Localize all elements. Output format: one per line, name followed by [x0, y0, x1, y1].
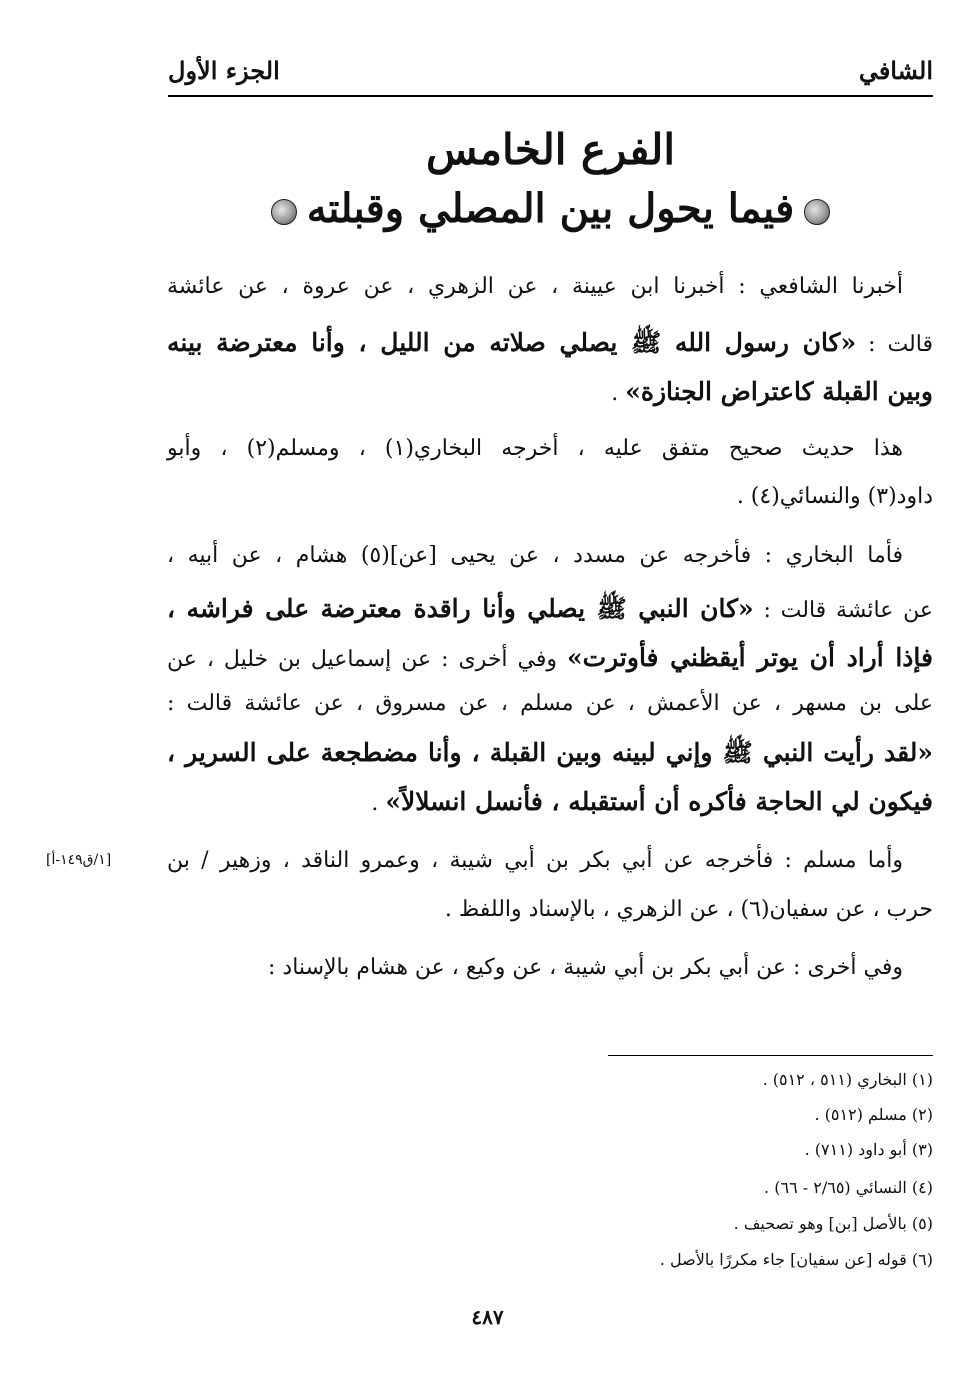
footnote-rule	[608, 1055, 933, 1056]
body-line: عن عائشة قالت : «كان النبي ﷺ يصلي وأنا راقدة معترضة على فراشه ،	[167, 594, 933, 623]
section-subtitle	[168, 185, 933, 232]
body-line: فأما البخاري : فأخرجه عن مسدد ، عن يحيى [عن](٥) هشام ، عن أبيه ،	[167, 543, 903, 568]
hadith-text: «كان النبي ﷺ يصلي وأنا راقدة معترضة على فراشه ،	[167, 594, 754, 623]
volume-label: الجزء الأول	[168, 56, 280, 85]
body-line: هذا حديث صحيح متفق عليه ، أخرجه البخاري(١) ، ومسلم(٢) ، وأبو	[167, 436, 904, 461]
body-line: حرب ، عن سفيان(٦) ، عن الزهري ، بالإسناد واللفظ .	[444, 897, 933, 922]
subtitle-text: فيما يحول بين المصلي وقبلته	[306, 185, 795, 232]
bullet-icon	[271, 199, 297, 225]
header-rule	[168, 95, 933, 97]
book-title: الشافي	[858, 56, 933, 85]
hadith-text: وبين القبلة كاعتراض الجنازة»	[625, 377, 933, 406]
footnote: (١) البخاري (٥١١ ، ٥١٢) .	[762, 1070, 933, 1089]
body-line: وفي أخرى : عن أبي بكر بن أبي شيبة ، عن وكيع ، عن هشام بالإسناد :	[268, 955, 903, 980]
body-line: فإذا أراد أن يوتر أيقظني فأوترت» وفي أخرى : عن إسماعيل بن خليل ، عن	[167, 643, 933, 672]
body-line: داود(٣) والنسائي(٤) .	[736, 484, 933, 509]
body-line: فيكون لي الحاجة فأكره أن أستقبله ، فأنسل انسلالاً» .	[371, 787, 933, 816]
body-line: وبين القبلة كاعتراض الجنازة» .	[611, 377, 933, 406]
footnote: (٣) أبو داود (٧١١) .	[804, 1140, 933, 1159]
manuscript-folio-marker: [١/ق١٤٩-أ]	[46, 852, 112, 868]
bullet-icon	[804, 199, 830, 225]
page-number: ٤٨٧	[471, 1305, 504, 1329]
running-header	[168, 52, 933, 92]
hadith-text: «كان رسول الله ﷺ يصلي صلاته من الليل ، وأنا معترضة بينه	[167, 328, 857, 357]
footnote: (٤) النسائي (٢/٦٥ - ٦٦) .	[764, 1178, 933, 1197]
section-title: الفرع الخامس	[426, 125, 675, 174]
body-line: أخبرنا الشافعي : أخبرنا ابن عيينة ، عن الزهري ، عن عروة ، عن عائشة	[167, 274, 903, 299]
hadith-text: فيكون لي الحاجة فأكره أن أستقبله ، فأنسل انسلالاً»	[385, 787, 933, 816]
hadith-text: فإذا أراد أن يوتر أيقظني فأوترت»	[566, 643, 933, 672]
hadith-text: «لقد رأيت النبي ﷺ وإني لبينه وبين القبلة ، وأنا مضطجعة على السرير ،	[167, 738, 933, 767]
footnote: (٥) بالأصل [بن] وهو تصحيف .	[733, 1214, 933, 1233]
body-line: قالت : «كان رسول الله ﷺ يصلي صلاته من الليل ، وأنا معترضة بينه	[167, 328, 933, 357]
body-line: وأما مسلم : فأخرجه عن أبي بكر بن أبي شيبة ، وعمرو الناقد ، وزهير / بن	[167, 848, 903, 873]
body-line: على بن مسهر ، عن الأعمش ، عن مسلم ، عن مسروق ، عن عائشة قالت :	[167, 691, 933, 716]
footnote: (٦) قوله [عن سفيان] جاء مكررًا بالأصل .	[659, 1250, 933, 1269]
footnote: (٢) مسلم (٥١٢) .	[814, 1105, 933, 1124]
